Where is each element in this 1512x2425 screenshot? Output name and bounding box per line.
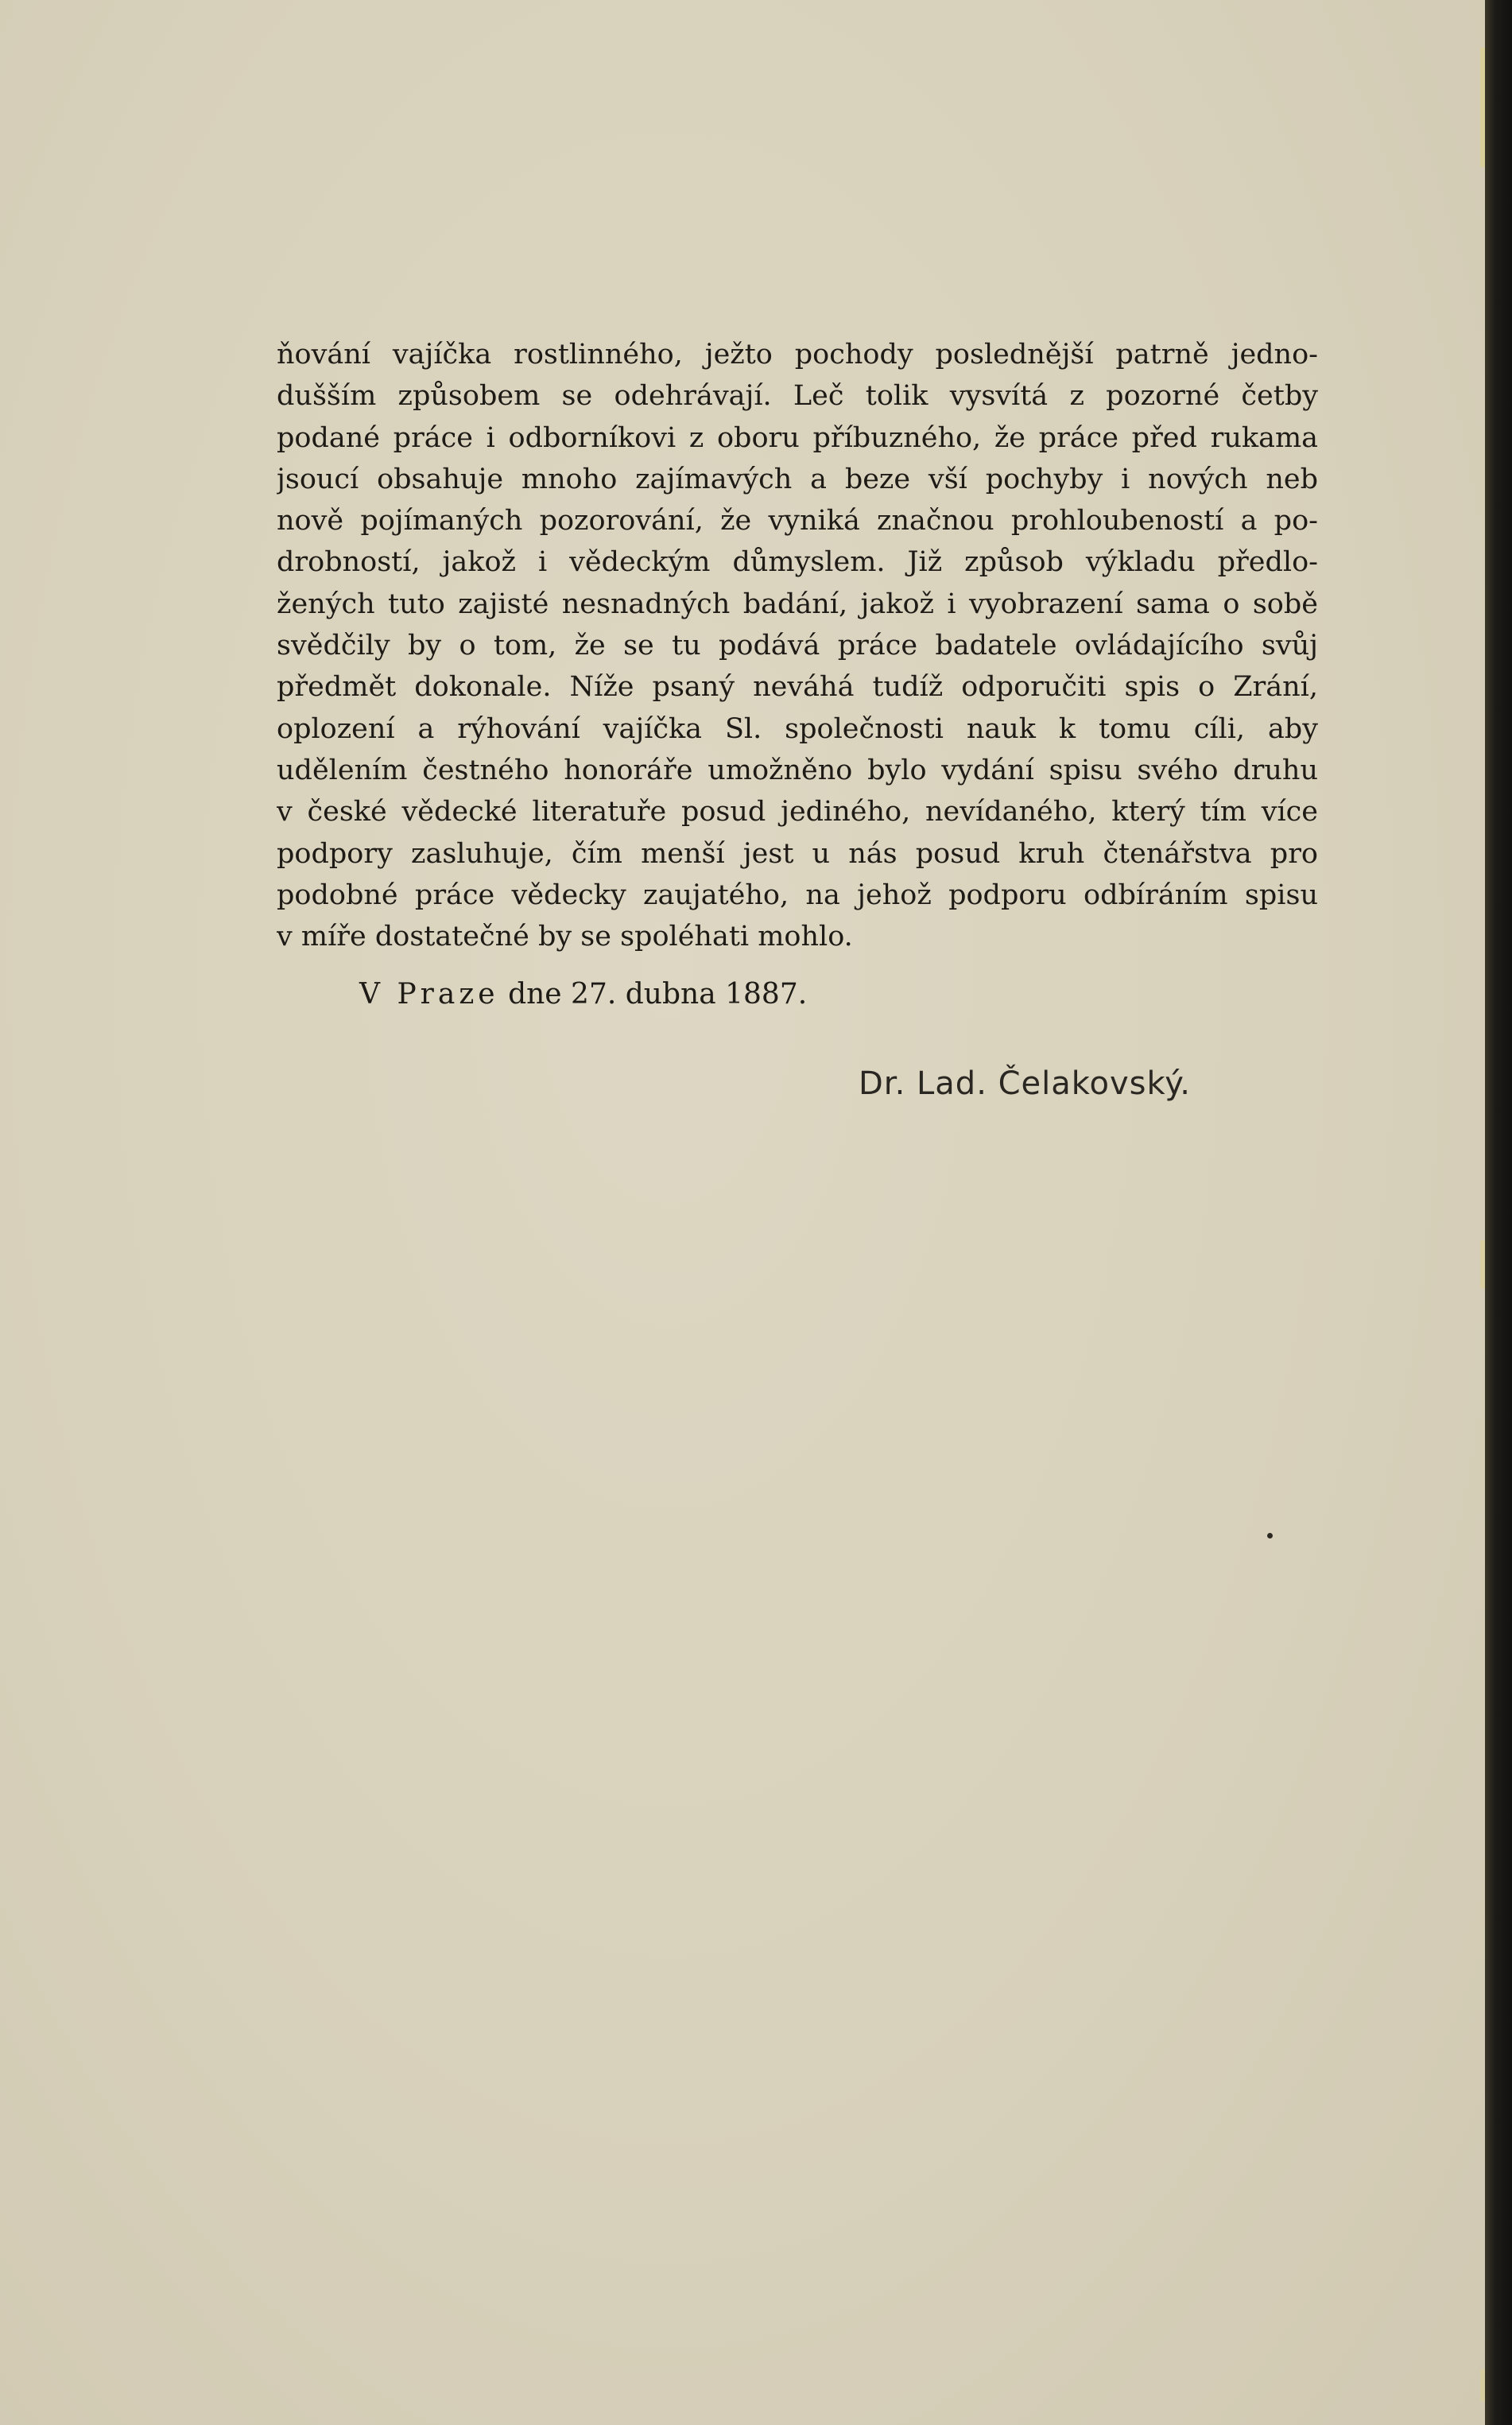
dateline [359, 974, 807, 1015]
text-line: podané práce i odborníkovi z oboru příbuzného, že práce před rukama [277, 421, 1318, 454]
dateline-place: V Praze [359, 978, 499, 1011]
text-line: v české vědecké literatuře posud jediného, nevídaného, který tím více [277, 796, 1318, 828]
text-line: dušším způsobem se odehrávají. Leč tolik vysvítá z pozorné četby [277, 380, 1318, 413]
text-line: předmět dokonale. Níže psaný neváhá tudíž odporučiti spis o Zrání, [277, 671, 1318, 704]
text-line: nově pojímaných pozorování, že vyniká značnou prohloubeností a po- [277, 505, 1318, 537]
edge-mark [1480, 2369, 1485, 2401]
dateline-date: dne 27. dubna 1887. [508, 978, 808, 1011]
last-text-line: v míře dostatečné by se spoléhati mohlo. [277, 921, 853, 953]
text-line: jsoucí obsahuje mnoho zajímavých a beze vší pochyby i nových neb [277, 463, 1318, 495]
text-line: ňování vajíčka rostlinného, ježto pochody poslednější patrně jedno- [277, 339, 1318, 371]
paper-speck [1267, 1533, 1273, 1538]
signature: Dr. Lad. Čelakovský. [859, 1065, 1191, 1102]
text-line: svědčily by o tom, že se tu podává práce badatele ovládajícího svůj [277, 630, 1318, 662]
text-line: podpory zasluhuje, čím menší jest u nás posud kruh čtenářstva pro [277, 837, 1318, 870]
edge-mark [1480, 1240, 1485, 1288]
text-line: drobností, jakož i vědeckým důmyslem. Již způsob výkladu předlo- [277, 546, 1318, 579]
edge-mark [1480, 48, 1485, 167]
text-line: udělením čestného honoráře umožněno bylo vydání spisu svého druhu [277, 754, 1318, 786]
text-line: oplození a rýhování vajíčka Sl. společnosti nauk k tomu cíli, aby [277, 712, 1318, 745]
text-line: žených tuto zajisté nesnadných badání, jakož i vyobrazení sama o sobě [277, 588, 1318, 620]
text-line: podobné práce vědecky zaujatého, na jehož podporu odbíráním spisu [277, 879, 1318, 911]
page-edge [1485, 0, 1512, 2425]
body-text [277, 334, 1318, 957]
